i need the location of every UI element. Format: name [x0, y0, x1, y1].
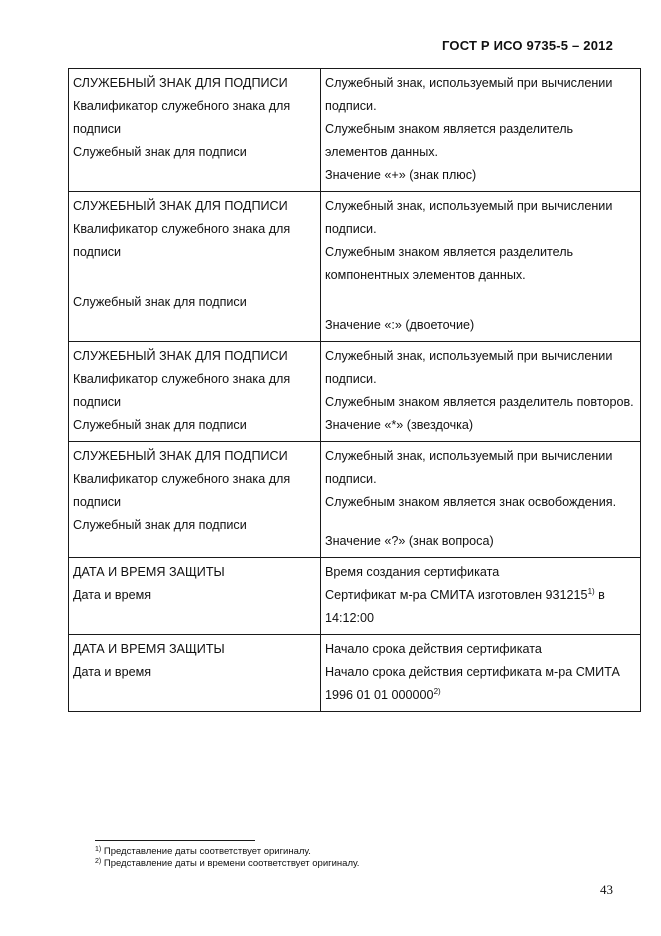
row-left-cell — [69, 635, 321, 712]
row-heading: СЛУЖЕБНЫЙ ЗНАК ДЛЯ ПОДПИСИ — [73, 449, 288, 463]
row-right-cell — [321, 342, 641, 442]
row-right-cell — [321, 635, 641, 712]
definition-text: Служебный знак, используемый при вычислении подписи. — [325, 76, 613, 113]
definition-text: Служебный знак, используемый при вычислении подписи. — [325, 349, 613, 386]
field-label: Дата и время — [73, 588, 152, 602]
value-text: Сертификат м-ра СМИТА изготовлен 931215$^{1)}$ в 14:12:00 — [325, 587, 605, 625]
row-left-cell — [69, 69, 321, 192]
field-label: Служебный знак для подписи — [73, 418, 247, 432]
row-left-cell — [69, 442, 321, 558]
definition-text: Служебный знак, используемый при вычислении подписи. — [325, 199, 613, 236]
data-element-table — [68, 68, 641, 712]
row-heading: ДАТА И ВРЕМЯ ЗАЩИТЫ — [73, 565, 225, 579]
qualifier-value: Служебным знаком является знак освобождения. — [325, 495, 617, 509]
footnote: $^{1)}$ Представление даты соответствует оригиналу. — [95, 846, 311, 857]
table-row — [69, 558, 641, 635]
row-heading: СЛУЖЕБНЫЙ ЗНАК ДЛЯ ПОДПИСИ — [73, 199, 288, 213]
table-row — [69, 342, 641, 442]
row-right-cell — [321, 558, 641, 635]
row-left-cell — [69, 342, 321, 442]
table-row — [69, 442, 641, 558]
qualifier-label: Квалификатор служебного знака для подписи — [73, 222, 291, 259]
footnote-ref: 2) — [433, 687, 441, 696]
qualifier-label: Квалификатор служебного знака для подписи — [73, 99, 291, 136]
table-row — [69, 69, 641, 192]
value-text: Значение «+» (знак плюс) — [325, 168, 477, 182]
footnote-divider — [95, 840, 255, 841]
row-left-cell — [69, 192, 321, 342]
row-right-cell — [321, 192, 641, 342]
field-label: Служебный знак для подписи — [73, 145, 247, 159]
footnote-ref: 1) — [587, 587, 595, 596]
qualifier-label: Квалификатор служебного знака для подписи — [73, 472, 291, 509]
definition-text: Служебный знак, используемый при вычислении подписи. — [325, 449, 613, 486]
field-label: Служебный знак для подписи — [73, 518, 247, 532]
qualifier-value: Служебным знаком является разделитель элементов данных. — [325, 122, 574, 159]
qualifier-value: Служебным знаком является разделитель компонентных элементов данных. — [325, 245, 574, 282]
row-heading: СЛУЖЕБНЫЙ ЗНАК ДЛЯ ПОДПИСИ — [73, 349, 288, 363]
value-text: Начало срока действия сертификата м-ра СМИТА 1996 01 01 000000$^{2)}$ — [325, 665, 620, 702]
footnote: $^{2)}$ Представление даты и времени соответствует оригиналу. — [95, 858, 360, 869]
field-label: Дата и время — [73, 665, 152, 679]
footnotes — [95, 846, 359, 870]
field-label: Служебный знак для подписи — [73, 295, 247, 309]
value-text: Значение «:» (двоеточие) — [325, 318, 475, 332]
qualifier-value: Служебным знаком является разделитель повторов. — [325, 395, 634, 409]
row-heading: ДАТА И ВРЕМЯ ЗАЩИТЫ — [73, 642, 225, 656]
row-right-cell — [321, 69, 641, 192]
table-row — [69, 192, 641, 342]
document-designation: ГОСТ Р ИСО 9735-5 – 2012 — [442, 38, 613, 53]
definition-text: Начало срока действия сертификата — [325, 642, 542, 656]
value-text: Значение «*» (звездочка) — [325, 418, 474, 432]
definition-text: Время создания сертификата — [325, 565, 500, 579]
row-left-cell — [69, 558, 321, 635]
table-row — [69, 635, 641, 712]
row-heading: СЛУЖЕБНЫЙ ЗНАК ДЛЯ ПОДПИСИ — [73, 76, 288, 90]
qualifier-label: Квалификатор служебного знака для подписи — [73, 372, 291, 409]
row-right-cell — [321, 442, 641, 558]
value-text: Значение «?» (знак вопроса) — [325, 534, 494, 548]
page-number: 43 — [600, 882, 613, 897]
